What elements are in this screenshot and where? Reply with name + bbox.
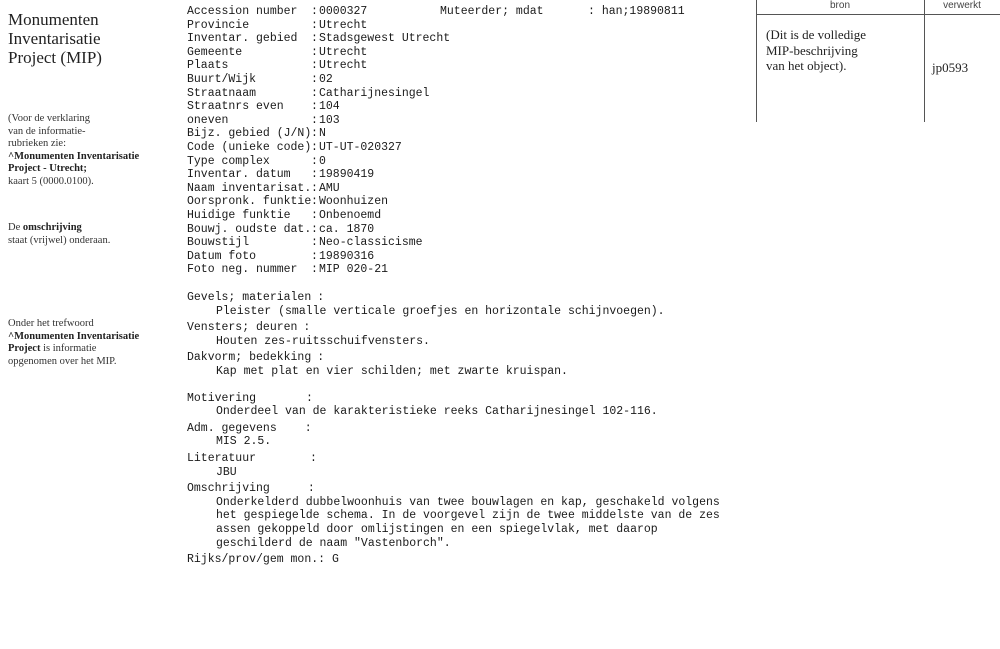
section-label: Motivering	[187, 391, 257, 405]
section-colon: :	[317, 351, 325, 365]
description-sections	[187, 291, 747, 567]
field-colon: :	[311, 5, 318, 18]
field-value: Woonhuizen	[319, 195, 389, 209]
field-colon: :	[311, 59, 318, 73]
field-colon: :	[311, 32, 318, 46]
field-label: Accession number	[187, 5, 298, 18]
field-value: AMU	[319, 181, 340, 195]
field-row	[187, 195, 450, 209]
field-label: Bouwstijl	[187, 236, 250, 250]
field-label: oneven	[187, 113, 229, 127]
section-literatuur	[187, 452, 747, 479]
field-value: 02	[319, 72, 333, 86]
note-line: rubrieken zie:	[8, 138, 67, 149]
field-label: Oorspronk. funktie	[187, 195, 312, 209]
section-colon: :	[317, 291, 325, 304]
field-colon: :	[311, 45, 318, 59]
field-value: 104	[319, 100, 340, 114]
field-value: 0	[319, 154, 326, 168]
note-line: Onder het trefwoord	[8, 318, 94, 329]
section-gevels	[187, 291, 747, 318]
field-value: Onbenoemd	[319, 208, 382, 222]
field-row	[187, 87, 450, 101]
field-colon: :	[311, 249, 318, 263]
field-colon: :	[311, 222, 318, 236]
field-colon: :	[311, 195, 318, 209]
field-value: N	[319, 127, 326, 141]
note-bold: ^Monumenten Inventarisatie	[8, 330, 140, 342]
field-row	[187, 32, 450, 46]
source-box	[756, 0, 1000, 122]
divider	[924, 0, 925, 122]
field-row	[187, 263, 450, 277]
section-adm	[187, 422, 747, 449]
field-row	[187, 46, 450, 60]
field-label: Type complex	[187, 154, 270, 168]
section-dakvorm	[187, 351, 747, 378]
field-colon: :	[311, 18, 318, 32]
field-value: Utrecht	[319, 59, 368, 73]
section-text: Onderkelderd dubbelwoonhuis van twee bouwlagen en kap, geschakeld volgens het gespiegelde schema. In de voorgevel zijn de twee middelste van de zes assen gekoppeld door omlijstingen en een spiegelvlak, met daarop geschilderd de naam "Vastenborch".	[216, 495, 720, 550]
section-value: G	[331, 553, 339, 567]
note-bold: Project	[8, 343, 41, 354]
field-label: Huidige funktie	[187, 208, 291, 222]
field-colon: :	[311, 208, 318, 222]
section-text: MIS 2.5.	[216, 435, 272, 449]
field-row	[187, 114, 450, 128]
field-label: Straatnaam	[187, 86, 257, 100]
source-text: (Dit is de volledige MIP-beschrijving van het object).	[766, 27, 867, 73]
field-label: Provincie	[187, 18, 250, 32]
field-label: Buurt/Wijk	[187, 72, 257, 86]
field-value: Utrecht	[319, 45, 368, 59]
field-colon: :	[311, 154, 318, 168]
field-colon: :	[311, 86, 318, 100]
field-label: Inventar. gebied	[187, 32, 298, 46]
field-label: Foto neg. nummer	[187, 263, 298, 277]
field-row	[187, 59, 450, 73]
mutator-label: Muteerder; mdat	[440, 5, 544, 18]
divider	[756, 14, 1000, 15]
note-text: De	[8, 222, 23, 233]
sidebar-note-info	[8, 113, 168, 188]
section-label: Rijks/prov/gem mon.:	[187, 553, 326, 567]
field-row	[187, 100, 450, 114]
note-text: is informatie	[40, 343, 97, 354]
section-colon: :	[304, 421, 312, 435]
field-row	[187, 5, 450, 19]
section-label: Dakvorm; bedekking	[187, 351, 312, 365]
field-colon: :	[311, 100, 318, 114]
section-text: Kap met plat en vier schilden; met zwarte kruispan.	[216, 364, 568, 378]
note-line: (Voor de verklaring	[8, 113, 91, 124]
section-colon: :	[310, 451, 317, 465]
section-label: Adm. gegevens	[187, 421, 277, 435]
field-colon: :	[311, 168, 318, 182]
field-label: Bouwj. oudste dat.	[187, 222, 312, 236]
field-colon: :	[311, 140, 318, 154]
source-header: bron	[829, 0, 850, 11]
field-label: Plaats	[187, 59, 229, 73]
section-label: Vensters; deuren	[187, 321, 298, 335]
section-text: Pleister (smalle verticale groefjes en horizontale schijnvoegen).	[216, 304, 665, 318]
field-colon: :	[311, 113, 318, 127]
field-row	[187, 250, 450, 264]
note-line: opgenomen over het MIP.	[8, 355, 117, 367]
section-text: Onderdeel van de karakteristieke reeks Catharijnesingel 102-116.	[216, 405, 658, 419]
section-vensters	[187, 321, 747, 348]
field-label: Straatnrs even	[187, 100, 284, 114]
section-label: Gevels; materialen	[187, 291, 312, 304]
field-value: Utrecht	[319, 18, 368, 32]
field-value: MIP 020-21	[319, 263, 389, 277]
section-label: Omschrijving	[187, 482, 270, 496]
processed-value: jp0593	[932, 60, 969, 75]
field-value: Neo-classicisme	[319, 236, 423, 250]
record-fields	[187, 5, 450, 277]
mutator-field	[440, 5, 685, 19]
section-text: JBU	[216, 465, 237, 479]
field-label: Naam inventarisat.	[187, 181, 312, 195]
field-row	[187, 223, 450, 237]
processed-header: verwerkt	[943, 0, 981, 11]
field-value: 103	[319, 113, 340, 127]
section-motivering	[187, 392, 747, 419]
field-row	[187, 127, 450, 141]
section-omschrijving	[187, 482, 747, 550]
field-row	[187, 236, 450, 250]
field-label: Inventar. datum	[187, 168, 291, 182]
note-line: van de informatie-	[8, 125, 86, 137]
note-bold: Project - Utrecht;	[8, 163, 87, 174]
field-colon: :	[311, 127, 318, 141]
section-colon: :	[307, 482, 315, 496]
note-line: kaart 5 (0000.0100).	[8, 175, 94, 187]
section-colon: :	[303, 321, 311, 335]
field-label: Bijz. gebied (J/N)	[187, 127, 312, 141]
field-value: Catharijnesingel	[319, 86, 430, 100]
field-value: Stadsgewest Utrecht	[319, 32, 451, 46]
field-row	[187, 209, 450, 223]
section-label: Literatuur	[187, 451, 257, 465]
field-row	[187, 19, 450, 33]
sidebar-title: Monumenten Inventarisatie Project (MIP)	[8, 10, 102, 67]
field-value: 19890316	[319, 249, 375, 263]
field-row	[187, 155, 450, 169]
field-colon: :	[311, 72, 318, 86]
field-colon: :	[311, 236, 318, 250]
field-row	[187, 141, 450, 155]
field-row	[187, 73, 450, 87]
section-colon: :	[306, 391, 313, 405]
field-value: 19890419	[319, 168, 375, 182]
field-label: Code (unieke code)	[187, 140, 312, 154]
divider	[756, 0, 757, 122]
field-value: ca. 1870	[319, 222, 375, 236]
field-colon: :	[588, 5, 602, 18]
section-rijks	[187, 553, 747, 567]
mutator-value: han;19890811	[601, 5, 685, 18]
note-bold: ^Monumenten Inventarisatie	[8, 150, 140, 162]
note-bold: omschrijving	[22, 222, 82, 233]
section-text: Houten zes-ruitsschuifvensters.	[216, 334, 430, 348]
note-line: staat (vrijwel) onderaan.	[8, 234, 111, 246]
field-colon: :	[311, 263, 318, 277]
field-label: Gemeente	[187, 45, 243, 59]
field-value: 0000327	[319, 5, 368, 18]
sidebar-note-omschrijving	[8, 222, 168, 247]
field-row	[187, 182, 450, 196]
field-row	[187, 168, 450, 182]
field-label: Datum foto	[187, 249, 257, 263]
field-value: UT-UT-020327	[319, 140, 402, 154]
sidebar-note-trefwoord	[8, 318, 168, 368]
field-colon: :	[311, 181, 318, 195]
